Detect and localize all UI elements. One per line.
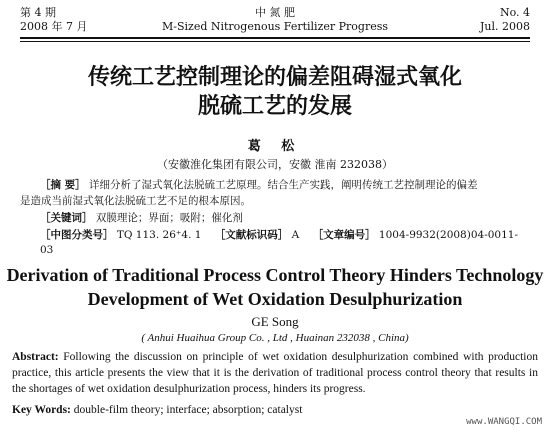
- abstract-cn: [40, 178, 530, 193]
- classification-row: [40, 228, 530, 258]
- journal-name: [0, 6, 550, 34]
- abstract-cn-cont: [20, 194, 530, 209]
- keywords-label-en: Key Words:: [12, 404, 71, 416]
- abstract-text-cn-line2: 是造成当前湿式氧化法脱硫工艺不足的根本原因。: [20, 195, 251, 207]
- keywords-en: [12, 404, 538, 416]
- issue-number-en: No. 4: [499, 6, 530, 19]
- article-number-label: ［文章编号］: [312, 229, 376, 241]
- issue-date-en: Jul. 2008: [480, 20, 530, 33]
- clc-value: TQ 113. 26⁺4. 1: [116, 229, 202, 241]
- clc-label: ［中图分类号］: [40, 229, 114, 241]
- keywords-label-cn: ［关键词］: [40, 212, 93, 224]
- paper-title-cn-line1: 传统工艺控制理论的偏差阻碍湿式氧化: [87, 65, 462, 90]
- abstract-label-en: Abstract:: [12, 351, 59, 363]
- issue-date-cn: 2008 年 7 月: [20, 20, 88, 33]
- journal-name-cn: 中 氮 肥: [255, 6, 295, 19]
- paper-title-en-line1: Derivation of Traditional Process Control Theory Hinders Technology: [6, 265, 544, 285]
- watermark: www.WANGQI.COM: [466, 417, 542, 427]
- paper-title-en-line2: Development of Wet Oxidation Desulphurization: [87, 289, 463, 309]
- doc-code-value: A: [291, 229, 300, 241]
- doc-code-label: ［文献标识码］: [214, 229, 289, 241]
- author-cn: 葛 松: [247, 139, 303, 154]
- journal-issue-en: [480, 6, 530, 34]
- keywords-text-en: double-film theory; interface; absorption; catalyst: [73, 404, 303, 416]
- issue-number-cn: 第 4 期: [20, 6, 56, 19]
- keywords-text-cn: 双膜理论；界面；吸附；催化剂: [95, 212, 243, 224]
- journal-name-en: M-Sized Nitrogenous Fertilizer Progress: [161, 20, 389, 33]
- abstract-label-cn: ［摘 要］: [40, 179, 86, 191]
- abstract-en: [12, 349, 538, 397]
- abstract-text-cn-line1: 详细分析了湿式氧化法脱硫工艺原理。结合生产实践，阐明传统工艺控制理论的偏差: [89, 179, 478, 191]
- author-en: GE Song: [251, 314, 299, 329]
- header-rule-thick: [20, 37, 530, 39]
- affiliation-cn: （安徽淮化集团有限公司，安徽 淮南 232038）: [157, 158, 393, 171]
- article-number-value: 1004-9932(2008)04-0011-03: [40, 229, 519, 256]
- header-rule-thin: [20, 41, 530, 42]
- paper-title-cn-line2: 脱硫工艺的发展: [197, 94, 352, 119]
- abstract-text-en: Following the discussion on principle of wet oxidation desulphurization combined with production practice, this article presents the view that it is the derivation of traditional process control theory that results in the shortages of wet oxidation desulphurization process, hinders its progress.: [12, 351, 538, 395]
- affiliation-en: ( Anhui Huaihua Group Co. , Ltd , Huainan 232038 , China): [141, 332, 409, 344]
- keywords-cn: [40, 211, 530, 226]
